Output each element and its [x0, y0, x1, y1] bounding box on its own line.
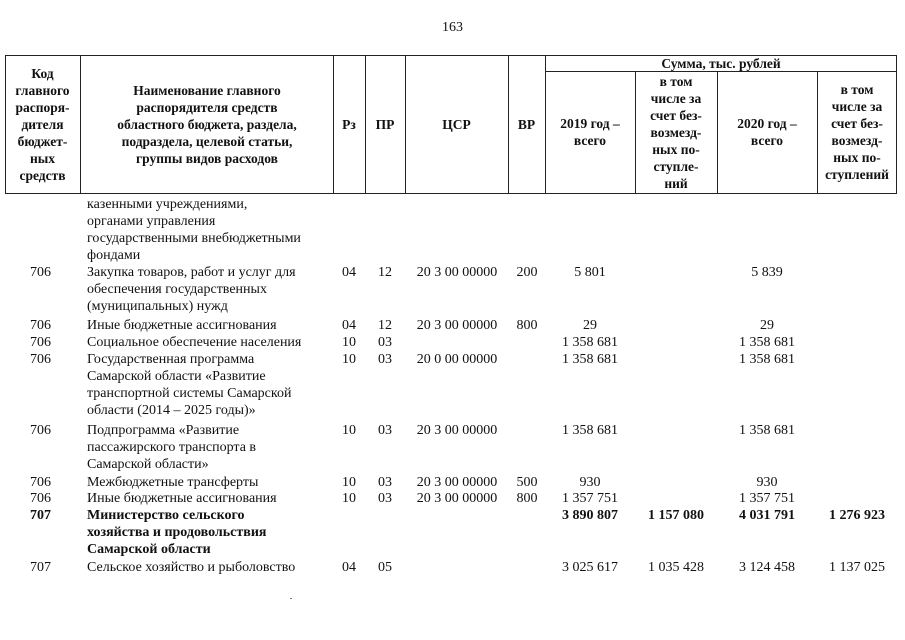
row-name: Государственная программа Самарской области «Развитие транспортной системы Самарской области (2014 – 2025 годы)» — [87, 352, 292, 418]
row-pr: 03 — [378, 475, 392, 490]
row-csr: 20 3 00 00000 — [416, 265, 498, 280]
row-vr: 200 — [516, 265, 538, 280]
row-name: казенными учреждениями, органами управления государственными внебюджетными фондами — [87, 197, 301, 263]
row-code: 706 — [30, 475, 51, 490]
row-csr: 20 3 00 00000 — [416, 318, 498, 333]
row-2019-total: 1 357 751 — [562, 491, 618, 506]
row-name: Закупка товаров, работ и услуг для обеспечения государственных (муниципальных) нужд — [87, 265, 296, 314]
row-rz: 10 — [342, 491, 356, 506]
row-2020-total: 1 358 681 — [739, 423, 795, 438]
header-pr: ПР — [375, 116, 395, 132]
row-rz: 10 — [342, 352, 356, 367]
page-number: 163 — [442, 20, 463, 35]
row-rz: 04 — [342, 318, 356, 333]
row-pr: 03 — [378, 423, 392, 438]
row-name: Министерство сельского хозяйства и продовольствия Самарской области — [87, 508, 267, 557]
row-2020-total: 1 357 751 — [739, 491, 795, 506]
row-2019-total: 5 801 — [574, 265, 606, 280]
row-rz: 10 — [342, 423, 356, 438]
header-sum-group: Сумма, тыс. рублей — [661, 55, 781, 71]
row-code: 706 — [30, 491, 51, 506]
row-csr: 20 3 00 00000 — [416, 423, 498, 438]
row-pr: 03 — [378, 352, 392, 367]
row-2020-total: 1 358 681 — [739, 335, 795, 350]
row-name: Подпрограмма «Развитие пассажирского транспорта в Самарской области» — [87, 423, 257, 472]
row-code: 706 — [30, 318, 51, 333]
row-code: 707 — [30, 560, 51, 575]
row-2019-total: 3 025 617 — [562, 560, 618, 575]
row-vr: 800 — [516, 491, 538, 506]
row-pr: 12 — [378, 318, 392, 333]
row-2019-total: 29 — [583, 318, 597, 333]
header-vr: ВР — [517, 116, 536, 132]
row-2019-total: 3 890 807 — [562, 508, 618, 523]
row-2019-total: 1 358 681 — [562, 423, 618, 438]
scan-speck — [290, 598, 292, 599]
header-rz: Рз — [342, 116, 356, 132]
row-name: Иные бюджетные ассигнования — [87, 491, 277, 506]
row-code: 706 — [30, 335, 51, 350]
row-csr: 20 0 00 00000 — [416, 352, 498, 367]
row-2019-grants: 1 157 080 — [648, 508, 704, 523]
header-2020-total: 2020 год – всего — [737, 116, 797, 148]
row-vr: 800 — [516, 318, 538, 333]
row-pr: 03 — [378, 335, 392, 350]
row-rz: 10 — [342, 475, 356, 490]
row-pr: 03 — [378, 491, 392, 506]
header-2020-grants: в том числе за счет без- возмезд- ных по- ступлений — [825, 82, 889, 182]
row-name: Иные бюджетные ассигнования — [87, 318, 277, 333]
row-pr: 05 — [378, 560, 392, 575]
row-2020-total: 930 — [756, 475, 778, 490]
row-2019-total: 1 358 681 — [562, 352, 618, 367]
row-2020-grants: 1 137 025 — [829, 560, 885, 575]
row-code: 707 — [30, 508, 51, 523]
row-vr: 500 — [516, 475, 538, 490]
row-2020-total: 4 031 791 — [739, 508, 795, 523]
header-code: Код главного распоря- дителя бюджет- ных средств — [15, 65, 70, 183]
row-csr: 20 3 00 00000 — [416, 475, 498, 490]
row-pr: 12 — [378, 265, 392, 280]
row-csr: 20 3 00 00000 — [416, 491, 498, 506]
row-rz: 04 — [342, 265, 356, 280]
row-code: 706 — [30, 352, 51, 367]
header-2019-total: 2019 год – всего — [560, 116, 620, 148]
row-rz: 04 — [342, 560, 356, 575]
row-2019-total: 930 — [579, 475, 601, 490]
row-code: 706 — [30, 265, 51, 280]
row-2020-total: 5 839 — [751, 265, 783, 280]
row-2020-total: 1 358 681 — [739, 352, 795, 367]
row-2020-grants: 1 276 923 — [829, 508, 885, 523]
row-rz: 10 — [342, 335, 356, 350]
row-2019-total: 1 358 681 — [562, 335, 618, 350]
row-name: Межбюджетные трансферты — [87, 475, 259, 490]
header-csr: ЦСР — [442, 116, 471, 132]
row-name: Социальное обеспечение населения — [87, 335, 302, 350]
row-code: 706 — [30, 423, 51, 438]
table-header — [5, 55, 897, 194]
row-2019-grants: 1 035 428 — [648, 560, 704, 575]
row-name: Сельское хозяйство и рыболовство — [87, 560, 296, 575]
row-2020-total: 3 124 458 — [739, 560, 795, 575]
header-2019-grants: в том числе за счет без- возмезд- ных по- ступле- ний — [650, 73, 702, 191]
row-2020-total: 29 — [760, 318, 774, 333]
header-name: Наименование главного распорядителя средств областного бюджета, раздела, подраздела, целевой статьи, группы видов расходов — [117, 82, 297, 166]
